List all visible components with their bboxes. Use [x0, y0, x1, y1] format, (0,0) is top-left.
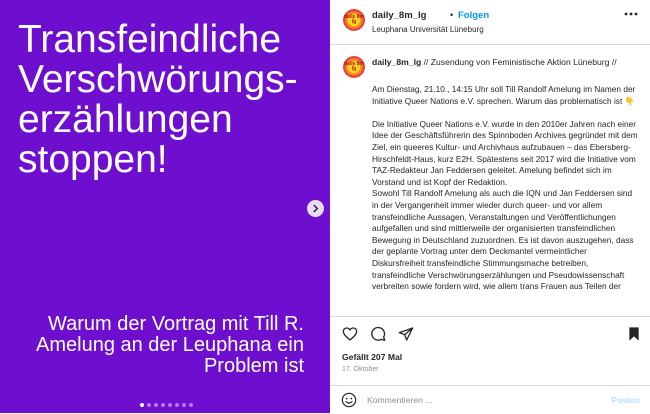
carousel-dot	[168, 403, 172, 407]
emoji-icon[interactable]	[341, 392, 357, 408]
separator-dot: •	[450, 10, 454, 20]
media-headline: Transfeindliche Verschwörungs-erzählungen stoppen!	[18, 18, 298, 181]
post-sidebar	[330, 0, 650, 413]
comment-icon[interactable]	[370, 326, 386, 342]
heart-icon[interactable]	[342, 326, 358, 342]
bookmark-icon[interactable]	[626, 326, 642, 342]
action-bar	[330, 316, 650, 349]
next-slide-button[interactable]	[307, 200, 324, 217]
post-header	[330, 0, 650, 45]
avatar[interactable]	[343, 9, 365, 31]
follow-button[interactable]: Folgen	[458, 10, 490, 21]
post-date[interactable]: 17. Oktober	[342, 366, 379, 373]
carousel-dot	[140, 403, 144, 407]
carousel-dot	[154, 403, 158, 407]
caption-header	[372, 57, 642, 67]
carousel-dot	[182, 403, 186, 407]
caption-intro: // Zusendung von Feministische Aktion Lüneburg //	[423, 57, 617, 67]
post-caption	[330, 44, 650, 314]
carousel-dot	[147, 403, 151, 407]
username-link[interactable]: daily_8m_lg	[372, 10, 427, 21]
carousel-dot	[161, 403, 165, 407]
comment-box	[330, 385, 650, 414]
caption-paragraph: Die Initiative Queer Nations e.V. wurde in den 2010er Jahren nach einer Idee der Geschäftsführerin des Spinnboden Archives gegründet mit dem Ziel, ein queeres Kultur- und Archivhaus aufzubauen – das Ebersberg-Hirschfeldt-Haus, kurz E2H. Spätestens seit 2017 wird die Initiative vom TAZ-Redakteur Jan Feddersen geleitet. Amelung befindet sich im Vorstand und ist Kopf der Redaktion.	[372, 118, 638, 187]
carousel-dot	[189, 403, 193, 407]
carousel-indicator	[140, 403, 193, 407]
chevron-right-icon	[311, 204, 320, 213]
caption-username[interactable]: daily_8m_lg	[372, 57, 422, 67]
caption-avatar[interactable]	[343, 56, 365, 78]
carousel-dot	[175, 403, 179, 407]
more-options-icon[interactable]	[624, 12, 638, 16]
avatar-text: daily 8m lg	[343, 14, 364, 25]
caption-paragraph: Sowohl Till Randolf Amelung als auch die IQN und Jan Feddersen sind in der Vergangenheit immer wieder durch queer- und vor allem transfeindliche Aussagen, Veranstaltungen und Veröffentlichungen aufgefallen und sind mittlerweile der organisierten transfeindlichen Bewegung in Deutschland zuzuordnen. Es ist davon auszugehen, dass der geplante Vortrag unter dem Deckmantel vermeintlicher Diskursfreiheit transfeindliche Stimmungsmache betreiben, transfeindliche Verschwörungserzählungen und Pseudowissenschaft verbreiten sowie fordern wird, wie allem trans Frauen aus Teilen der	[372, 188, 634, 292]
avatar-text: daily 8m lg	[343, 61, 364, 72]
comment-input[interactable]: Kommentieren ...	[367, 395, 433, 405]
location-link[interactable]: Leuphana Universität Lüneburg	[372, 25, 484, 34]
caption-fade	[330, 299, 650, 314]
send-icon[interactable]	[398, 326, 414, 342]
caption-paragraph: Am Dienstag, 21.10., 14:15 Uhr soll Till Randolf Amelung im Namen der Initiative Queer Nations e.V. sprechen. Warum das problematisch ist 👇	[372, 84, 636, 106]
caption-body	[372, 84, 640, 304]
post-comment-button[interactable]: Posten	[611, 395, 640, 405]
like-count[interactable]: Gefällt 207 Mal	[342, 352, 403, 362]
media-subline: Warum der Vortrag mit Till R. Amelung an der Leuphana ein Problem ist	[36, 313, 304, 377]
